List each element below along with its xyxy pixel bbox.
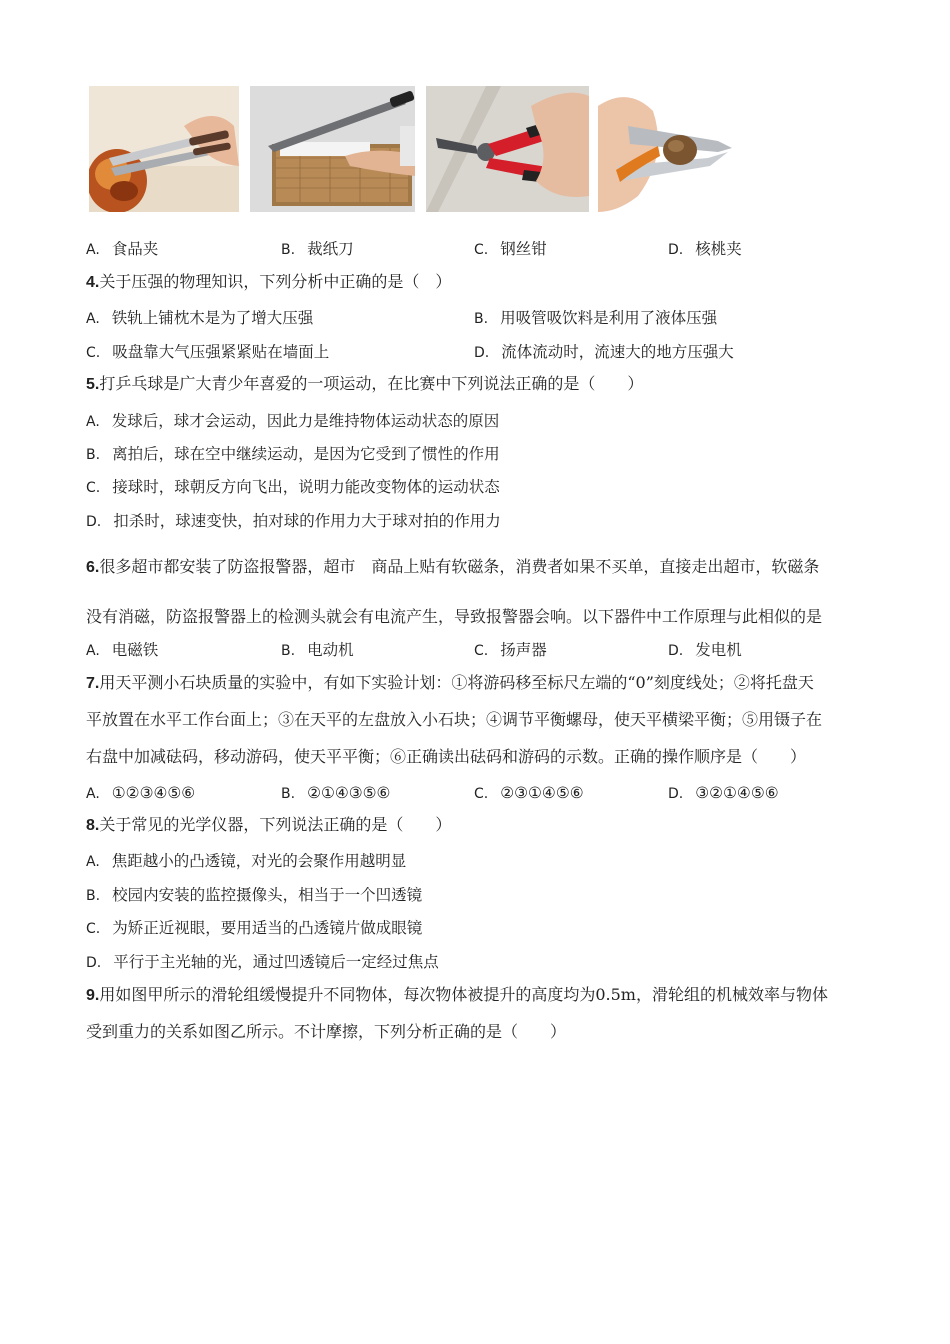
nutcracker-photo <box>598 86 734 212</box>
q3-option-b[interactable]: B. 裁纸刀 <box>281 240 354 258</box>
q4-stem: 4.关于压强的物理知识，下列分析中正确的是（ ） <box>86 272 452 291</box>
q9-stem-line-2: 受到重力的关系如图乙所示。不计摩擦，下列分析正确的是（ ） <box>86 1022 567 1041</box>
q6-stem-line-1: 6.很多超市都安装了防盗报警器，超市 商品上贴有软磁条，消费者如果不买单，直接走出超市，软磁条 <box>86 557 820 576</box>
q5-stem: 5.打乒乓球是广大青少年喜爱的一项运动，在比赛中下列说法正确的是（ ） <box>86 374 644 393</box>
q7-option-c[interactable]: C. ②③①④⑤⑥ <box>474 784 584 802</box>
q4-option-a[interactable]: A. 铁轨上铺枕木是为了增大压强 <box>86 309 314 327</box>
paper-cutter-photo <box>250 86 415 212</box>
q4-option-d[interactable]: D. 流体流动时，流速大的地方压强大 <box>474 343 734 361</box>
q7-option-d[interactable]: D. ③②①④⑤⑥ <box>668 784 779 802</box>
q8-stem: 8.关于常见的光学仪器，下列说法正确的是（ ） <box>86 815 452 834</box>
q8-option-c[interactable]: C. 为矫正近视眼，要用适当的凸透镜片做成眼镜 <box>86 919 423 937</box>
q9-stem-line-1: 9.用如图甲所示的滑轮组缓慢提升不同物体，每次物体被提升的高度均为0.5m，滑轮组的机械效率与物体 <box>86 985 828 1004</box>
q3-option-c[interactable]: C. 钢丝钳 <box>474 240 547 258</box>
q5-option-d[interactable]: D. 扣杀时，球速变快，拍对球的作用力大于球对拍的作用力 <box>86 512 501 530</box>
q4-option-b[interactable]: B. 用吸管吸饮料是利用了液体压强 <box>474 309 718 327</box>
q7-stem-line-2: 平放置在水平工作台面上；③在天平的左盘放入小石块；④调节平衡螺母，使天平横梁平衡；⑤用镊子在 <box>86 710 823 729</box>
q6-option-d[interactable]: D. 发电机 <box>668 641 742 659</box>
q3-option-a[interactable]: A. 食品夹 <box>86 240 159 258</box>
q6-stem-line-2: 没有消磁，防盗报警器上的检测头就会有电流产生，导致报警器会响。以下器件中工作原理与此相似的是 <box>86 607 823 626</box>
q7-stem-line-1: 7.用天平测小石块质量的实验中，有如下实验计划：①将游码移至标尺左端的“0”刻度线处；②将托盘天 <box>86 673 814 692</box>
food-tongs-photo <box>89 86 239 212</box>
q8-option-b[interactable]: B. 校园内安装的监控摄像头，相当于一个凹透镜 <box>86 886 423 904</box>
q4-option-c[interactable]: C. 吸盘靠大气压强紧紧贴在墙面上 <box>86 343 330 361</box>
q6-option-b[interactable]: B. 电动机 <box>281 641 354 659</box>
q6-option-c[interactable]: C. 扬声器 <box>474 641 547 659</box>
q5-option-c[interactable]: C. 接球时，球朝反方向飞出，说明力能改变物体的运动状态 <box>86 478 500 496</box>
q7-option-b[interactable]: B. ②①④③⑤⑥ <box>281 784 391 802</box>
q3-option-d[interactable]: D. 核桃夹 <box>668 240 742 258</box>
q7-stem-line-3: 右盘中加减砝码，移动游码，使天平平衡；⑥正确读出砝码和游码的示数。正确的操作顺序是（ ） <box>86 747 807 766</box>
q6-option-a[interactable]: A. 电磁铁 <box>86 641 159 659</box>
q5-option-b[interactable]: B. 离拍后，球在空中继续运动，是因为它受到了惯性的作用 <box>86 445 500 463</box>
q8-option-a[interactable]: A. 焦距越小的凸透镜，对光的会聚作用越明显 <box>86 852 407 870</box>
q5-option-a[interactable]: A. 发球后，球才会运动，因此力是维持物体运动状态的原因 <box>86 412 500 430</box>
q8-option-d[interactable]: D. 平行于主光轴的光，通过凹透镜后一定经过焦点 <box>86 953 439 971</box>
wire-pliers-photo <box>426 86 589 212</box>
q7-option-a[interactable]: A. ①②③④⑤⑥ <box>86 784 196 802</box>
